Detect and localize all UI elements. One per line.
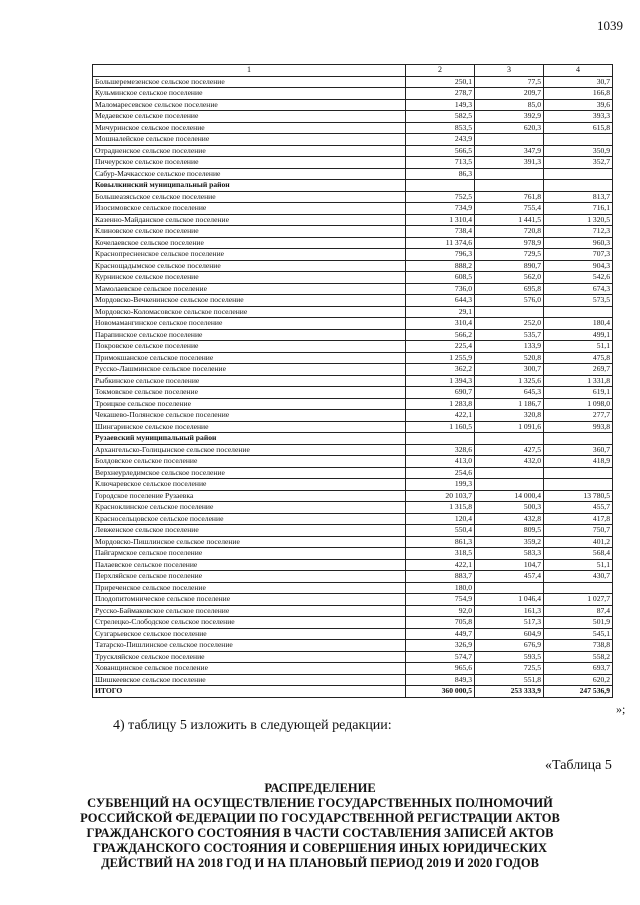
table-row: [93, 548, 613, 560]
value-2019-cell: 77,5: [475, 76, 544, 88]
value-2019-cell: 1 186,7: [475, 398, 544, 410]
value-2020-cell: 542,6: [544, 272, 613, 284]
table-row: [93, 168, 613, 180]
value-2018-cell: 566,5: [406, 145, 475, 157]
row-name-cell: Сузгарьевское сельское поселение: [93, 628, 406, 640]
row-name-cell: Парапинское сельское поселение: [93, 329, 406, 341]
value-2020-cell: 393,3: [544, 111, 613, 123]
value-2019-cell: [475, 180, 544, 192]
value-2020-cell: 545,1: [544, 628, 613, 640]
table-row: [93, 387, 613, 399]
table-row: [93, 88, 613, 100]
row-name-cell: Мордовско-Коломасовское сельское поселение: [93, 306, 406, 318]
value-2019-cell: 720,8: [475, 226, 544, 238]
row-name-cell: Большеремезенское сельское поселение: [93, 76, 406, 88]
row-name-cell: Пичеурское сельское поселение: [93, 157, 406, 169]
table-row: [93, 467, 613, 479]
value-2020-cell: [544, 134, 613, 146]
value-2020-cell: [544, 306, 613, 318]
value-2019-cell: [475, 168, 544, 180]
row-name-cell: Кульминское сельское поселение: [93, 88, 406, 100]
row-name-cell: Краснопресненское сельское поселение: [93, 249, 406, 261]
value-2020-cell: 247 536,9: [544, 686, 613, 698]
heading-line: РОССИЙСКОЙ ФЕДЕРАЦИИ ПО ГОСУДАРСТВЕННОЙ РЕГИСТРАЦИИ АКТОВ: [80, 811, 560, 825]
table-row: [93, 571, 613, 583]
column-header: 4: [544, 65, 613, 77]
value-2018-cell: 120,4: [406, 513, 475, 525]
row-name-cell: Приреченское сельское поселение: [93, 582, 406, 594]
row-name-cell: Красноклинское сельское поселение: [93, 502, 406, 514]
value-2020-cell: 39,6: [544, 99, 613, 111]
table-row: [93, 318, 613, 330]
column-header: 3: [475, 65, 544, 77]
value-2018-cell: 86,3: [406, 168, 475, 180]
value-2020-cell: 1 098,0: [544, 398, 613, 410]
value-2019-cell: 1 325,6: [475, 375, 544, 387]
table-row: [93, 111, 613, 123]
row-name-cell: Стрелецко-Слободское сельское поселение: [93, 617, 406, 629]
table-row: [93, 536, 613, 548]
value-2019-cell: 562,0: [475, 272, 544, 284]
value-2020-cell: 455,7: [544, 502, 613, 514]
row-name-cell: Чекашево-Полянское сельское поселение: [93, 410, 406, 422]
value-2018-cell: 362,2: [406, 364, 475, 376]
table-total-row: [93, 686, 613, 698]
value-2019-cell: 1 046,4: [475, 594, 544, 606]
value-2019-cell: 320,8: [475, 410, 544, 422]
value-2019-cell: 427,5: [475, 444, 544, 456]
value-2020-cell: 430,7: [544, 571, 613, 583]
value-2019-cell: 604,9: [475, 628, 544, 640]
value-2019-cell: 695,8: [475, 283, 544, 295]
value-2019-cell: 520,8: [475, 352, 544, 364]
value-2018-cell: 644,3: [406, 295, 475, 307]
row-name-cell: Палаевское сельское поселение: [93, 559, 406, 571]
value-2020-cell: 51,1: [544, 559, 613, 571]
value-2018-cell: 713,5: [406, 157, 475, 169]
value-2018-cell: 849,3: [406, 674, 475, 686]
amendment-instruction: 4) таблицу 5 изложить в следующей редакции:: [113, 718, 392, 733]
table-row: [93, 203, 613, 215]
row-name-cell: Пайгармское сельское поселение: [93, 548, 406, 560]
table-label: «Таблица 5: [545, 758, 612, 773]
value-2018-cell: 861,3: [406, 536, 475, 548]
subvention-table: [92, 64, 613, 698]
value-2020-cell: 269,7: [544, 364, 613, 376]
value-2018-cell: 449,7: [406, 628, 475, 640]
value-2020-cell: 813,7: [544, 191, 613, 203]
value-2019-cell: 14 000,4: [475, 490, 544, 502]
value-2018-cell: 853,5: [406, 122, 475, 134]
row-name-cell: Левженское сельское поселение: [93, 525, 406, 537]
value-2018-cell: [406, 180, 475, 192]
value-2020-cell: 166,8: [544, 88, 613, 100]
value-2020-cell: 716,1: [544, 203, 613, 215]
table-row: [93, 375, 613, 387]
value-2020-cell: 350,9: [544, 145, 613, 157]
value-2018-cell: 422,1: [406, 559, 475, 571]
value-2019-cell: 432,0: [475, 456, 544, 468]
row-name-cell: Ключаревское сельское поселение: [93, 479, 406, 491]
value-2019-cell: 85,0: [475, 99, 544, 111]
table-row: [93, 134, 613, 146]
value-2018-cell: 1 160,5: [406, 421, 475, 433]
value-2018-cell: 328,6: [406, 444, 475, 456]
value-2020-cell: 738,8: [544, 640, 613, 652]
value-2020-cell: [544, 582, 613, 594]
value-2018-cell: 888,2: [406, 260, 475, 272]
value-2019-cell: [475, 479, 544, 491]
value-2018-cell: 422,1: [406, 410, 475, 422]
row-name-cell: Мичуринское сельское поселение: [93, 122, 406, 134]
table-row: [93, 663, 613, 675]
table-row: [93, 617, 613, 629]
value-2019-cell: 161,3: [475, 605, 544, 617]
quote-close: »;: [616, 702, 626, 716]
value-2020-cell: [544, 467, 613, 479]
value-2018-cell: 199,3: [406, 479, 475, 491]
value-2019-cell: 432,8: [475, 513, 544, 525]
table-row: [93, 329, 613, 341]
value-2020-cell: 277,7: [544, 410, 613, 422]
value-2018-cell: 752,5: [406, 191, 475, 203]
value-2020-cell: 568,4: [544, 548, 613, 560]
value-2018-cell: 734,9: [406, 203, 475, 215]
heading-line: ДЕЙСТВИЙ НА 2018 ГОД И НА ПЛАНОВЫЙ ПЕРИОД 2019 И 2020 ГОДОВ: [101, 856, 539, 870]
value-2018-cell: 754,9: [406, 594, 475, 606]
table-row: [93, 341, 613, 353]
table-row: [93, 502, 613, 514]
value-2019-cell: 725,5: [475, 663, 544, 675]
table-row: [93, 191, 613, 203]
row-name-cell: Изосимовское сельское поселение: [93, 203, 406, 215]
value-2019-cell: 457,4: [475, 571, 544, 583]
value-2019-cell: [475, 467, 544, 479]
table-row: [93, 525, 613, 537]
table-row: [93, 99, 613, 111]
value-2018-cell: 149,3: [406, 99, 475, 111]
value-2018-cell: 254,6: [406, 467, 475, 479]
page-number: 1039: [597, 18, 623, 33]
value-2019-cell: 209,7: [475, 88, 544, 100]
value-2018-cell: 11 374,6: [406, 237, 475, 249]
value-2019-cell: 1 441,5: [475, 214, 544, 226]
value-2020-cell: 615,8: [544, 122, 613, 134]
row-name-cell: Болдовское сельское поселение: [93, 456, 406, 468]
value-2019-cell: 391,3: [475, 157, 544, 169]
value-2018-cell: 20 103,7: [406, 490, 475, 502]
value-2020-cell: 401,2: [544, 536, 613, 548]
table-row: [93, 364, 613, 376]
value-2020-cell: 674,3: [544, 283, 613, 295]
value-2018-cell: 1 394,3: [406, 375, 475, 387]
value-2019-cell: 1 091,6: [475, 421, 544, 433]
row-name-cell: Покровское сельское поселение: [93, 341, 406, 353]
row-name-cell: Казенно-Майданское сельское поселение: [93, 214, 406, 226]
value-2018-cell: 736,0: [406, 283, 475, 295]
table-row: [93, 157, 613, 169]
value-2020-cell: 360,7: [544, 444, 613, 456]
value-2020-cell: [544, 168, 613, 180]
table-row: [93, 306, 613, 318]
table-row: [93, 479, 613, 491]
heading-line: РАСПРЕДЕЛЕНИЕ: [264, 781, 376, 795]
row-name-cell: Троицкое сельское поселение: [93, 398, 406, 410]
value-2019-cell: 104,7: [475, 559, 544, 571]
value-2018-cell: 29,1: [406, 306, 475, 318]
value-2019-cell: [475, 433, 544, 445]
value-2020-cell: 417,8: [544, 513, 613, 525]
value-2018-cell: 180,0: [406, 582, 475, 594]
table-row: [93, 490, 613, 502]
table-row: [93, 283, 613, 295]
value-2018-cell: 883,7: [406, 571, 475, 583]
table-row: [93, 628, 613, 640]
value-2019-cell: 347,9: [475, 145, 544, 157]
value-2019-cell: 133,9: [475, 341, 544, 353]
row-name-cell: Сабур-Мачкасское сельское поселение: [93, 168, 406, 180]
value-2018-cell: 965,6: [406, 663, 475, 675]
row-name-cell: Мамолаевское сельское поселение: [93, 283, 406, 295]
value-2018-cell: 92,0: [406, 605, 475, 617]
row-name-cell: Русско-Лашминское сельское поселение: [93, 364, 406, 376]
value-2019-cell: 253 333,9: [475, 686, 544, 698]
value-2019-cell: 978,9: [475, 237, 544, 249]
table-row: [93, 594, 613, 606]
value-2020-cell: [544, 479, 613, 491]
table-row: [93, 352, 613, 364]
value-2019-cell: 252,0: [475, 318, 544, 330]
value-2020-cell: 904,3: [544, 260, 613, 272]
row-name-cell: Красносельцовское сельское поселение: [93, 513, 406, 525]
row-name-cell: Медаевское сельское поселение: [93, 111, 406, 123]
value-2019-cell: 809,5: [475, 525, 544, 537]
table-row: [93, 122, 613, 134]
value-2020-cell: 707,3: [544, 249, 613, 261]
value-2020-cell: 501,9: [544, 617, 613, 629]
value-2020-cell: 352,7: [544, 157, 613, 169]
table-row: [93, 513, 613, 525]
table-row: [93, 295, 613, 307]
row-name-cell: Примокшанское сельское поселение: [93, 352, 406, 364]
value-2019-cell: 645,3: [475, 387, 544, 399]
table-row: [93, 651, 613, 663]
document-heading: [40, 781, 600, 871]
row-name-cell: Архангельско-Голицынское сельское поселение: [93, 444, 406, 456]
value-2019-cell: 576,0: [475, 295, 544, 307]
table-section-row: [93, 180, 613, 192]
row-name-cell: Плодопитомническое сельское поселение: [93, 594, 406, 606]
value-2020-cell: 51,1: [544, 341, 613, 353]
value-2018-cell: 1 255,9: [406, 352, 475, 364]
value-2020-cell: 30,7: [544, 76, 613, 88]
value-2020-cell: 1 331,8: [544, 375, 613, 387]
value-2019-cell: 890,7: [475, 260, 544, 272]
table-row: [93, 214, 613, 226]
row-name-cell: Шингаринское сельское поселение: [93, 421, 406, 433]
table-row: [93, 410, 613, 422]
row-name-cell: Русско-Баймаковское сельское поселение: [93, 605, 406, 617]
value-2020-cell: 993,8: [544, 421, 613, 433]
value-2018-cell: 310,4: [406, 318, 475, 330]
row-name-cell: Перхляйское сельское поселение: [93, 571, 406, 583]
table-row: [93, 249, 613, 261]
row-name-cell: Рузаевский муниципальный район: [93, 433, 406, 445]
value-2018-cell: [406, 433, 475, 445]
value-2018-cell: 318,5: [406, 548, 475, 560]
value-2018-cell: 360 000,5: [406, 686, 475, 698]
value-2019-cell: 761,8: [475, 191, 544, 203]
value-2018-cell: 550,4: [406, 525, 475, 537]
row-name-cell: ИТОГО: [93, 686, 406, 698]
heading-line: ГРАЖДАНСКОГО СОСТОЯНИЯ И СОВЕРШЕНИЯ ИНЫХ ЮРИДИЧЕСКИХ: [92, 841, 548, 855]
row-name-cell: Хованщинское сельское поселение: [93, 663, 406, 675]
value-2020-cell: 960,3: [544, 237, 613, 249]
table-row: [93, 640, 613, 652]
value-2019-cell: 593,5: [475, 651, 544, 663]
value-2020-cell: 180,4: [544, 318, 613, 330]
row-name-cell: Рыбкинское сельское поселение: [93, 375, 406, 387]
value-2018-cell: 1 283,8: [406, 398, 475, 410]
row-name-cell: Большеазясьское сельское поселение: [93, 191, 406, 203]
row-name-cell: Кочелаевское сельское поселение: [93, 237, 406, 249]
value-2020-cell: [544, 180, 613, 192]
row-name-cell: Верхнеурледимское сельское поселение: [93, 467, 406, 479]
table-row: [93, 444, 613, 456]
value-2019-cell: 583,3: [475, 548, 544, 560]
row-name-cell: Шишкеевское сельское поселение: [93, 674, 406, 686]
value-2020-cell: 712,3: [544, 226, 613, 238]
row-name-cell: Отрадненское сельское поселение: [93, 145, 406, 157]
value-2020-cell: 573,5: [544, 295, 613, 307]
value-2019-cell: 535,7: [475, 329, 544, 341]
heading-line: ГРАЖДАНСКОГО СОСТОЯНИЯ В ЧАСТИ СОСТАВЛЕНИЯ ЗАПИСЕЙ АКТОВ: [86, 826, 554, 840]
value-2018-cell: 582,5: [406, 111, 475, 123]
value-2019-cell: 300,7: [475, 364, 544, 376]
value-2019-cell: 359,2: [475, 536, 544, 548]
value-2020-cell: 1 320,5: [544, 214, 613, 226]
value-2020-cell: 13 780,5: [544, 490, 613, 502]
table-header-row: [93, 65, 613, 77]
value-2018-cell: 326,9: [406, 640, 475, 652]
row-name-cell: Новомамангинское сельское поселение: [93, 318, 406, 330]
row-name-cell: Мордовско-Вечкенинское сельское поселение: [93, 295, 406, 307]
row-name-cell: Токмовское сельское поселение: [93, 387, 406, 399]
table-row: [93, 674, 613, 686]
value-2019-cell: 392,9: [475, 111, 544, 123]
value-2018-cell: 1 315,8: [406, 502, 475, 514]
table-row: [93, 76, 613, 88]
value-2019-cell: 755,4: [475, 203, 544, 215]
value-2018-cell: 608,5: [406, 272, 475, 284]
value-2019-cell: 676,9: [475, 640, 544, 652]
value-2018-cell: 796,3: [406, 249, 475, 261]
value-2020-cell: 620,2: [544, 674, 613, 686]
value-2019-cell: [475, 582, 544, 594]
value-2020-cell: 418,9: [544, 456, 613, 468]
row-name-cell: Трускляйское сельское поселение: [93, 651, 406, 663]
row-name-cell: Краснощадымское сельское поселение: [93, 260, 406, 272]
row-name-cell: Ковылкинский муниципальный район: [93, 180, 406, 192]
table-row: [93, 145, 613, 157]
table-row: [93, 260, 613, 272]
value-2018-cell: 1 310,4: [406, 214, 475, 226]
value-2019-cell: [475, 134, 544, 146]
column-header: 1: [93, 65, 406, 77]
table-body: [93, 76, 613, 697]
value-2018-cell: 250,1: [406, 76, 475, 88]
value-2018-cell: 690,7: [406, 387, 475, 399]
value-2018-cell: 413,0: [406, 456, 475, 468]
value-2019-cell: [475, 306, 544, 318]
value-2018-cell: 225,4: [406, 341, 475, 353]
table-row: [93, 226, 613, 238]
value-2018-cell: 566,2: [406, 329, 475, 341]
value-2019-cell: 620,3: [475, 122, 544, 134]
row-name-cell: Клиновское сельское поселение: [93, 226, 406, 238]
value-2020-cell: 475,8: [544, 352, 613, 364]
table-row: [93, 605, 613, 617]
value-2020-cell: 558,2: [544, 651, 613, 663]
table-row: [93, 559, 613, 571]
row-name-cell: Мордовско-Пишлинское сельское поселение: [93, 536, 406, 548]
value-2018-cell: 574,7: [406, 651, 475, 663]
row-name-cell: Курнинское сельское поселение: [93, 272, 406, 284]
value-2020-cell: 750,7: [544, 525, 613, 537]
row-name-cell: Городское поселение Рузаевка: [93, 490, 406, 502]
table-row: [93, 237, 613, 249]
table-row: [93, 421, 613, 433]
value-2020-cell: 499,1: [544, 329, 613, 341]
value-2020-cell: 693,7: [544, 663, 613, 675]
row-name-cell: Мошналейское сельское поселение: [93, 134, 406, 146]
row-name-cell: Татарско-Пишлинское сельское поселение: [93, 640, 406, 652]
table-row: [93, 582, 613, 594]
value-2019-cell: 517,3: [475, 617, 544, 629]
value-2019-cell: 551,8: [475, 674, 544, 686]
value-2019-cell: 729,5: [475, 249, 544, 261]
table-row: [93, 456, 613, 468]
value-2018-cell: 738,4: [406, 226, 475, 238]
value-2018-cell: 243,9: [406, 134, 475, 146]
value-2018-cell: 705,8: [406, 617, 475, 629]
value-2020-cell: 1 027,7: [544, 594, 613, 606]
heading-line: СУБВЕНЦИЙ НА ОСУЩЕСТВЛЕНИЕ ГОСУДАРСТВЕННЫХ ПОЛНОМОЧИЙ: [87, 796, 553, 810]
value-2020-cell: [544, 433, 613, 445]
value-2018-cell: 278,7: [406, 88, 475, 100]
table-row: [93, 398, 613, 410]
value-2019-cell: 500,3: [475, 502, 544, 514]
column-header: 2: [406, 65, 475, 77]
value-2020-cell: 619,1: [544, 387, 613, 399]
value-2020-cell: 87,4: [544, 605, 613, 617]
table-section-row: [93, 433, 613, 445]
row-name-cell: Маломаресевское сельское поселение: [93, 99, 406, 111]
table-row: [93, 272, 613, 284]
